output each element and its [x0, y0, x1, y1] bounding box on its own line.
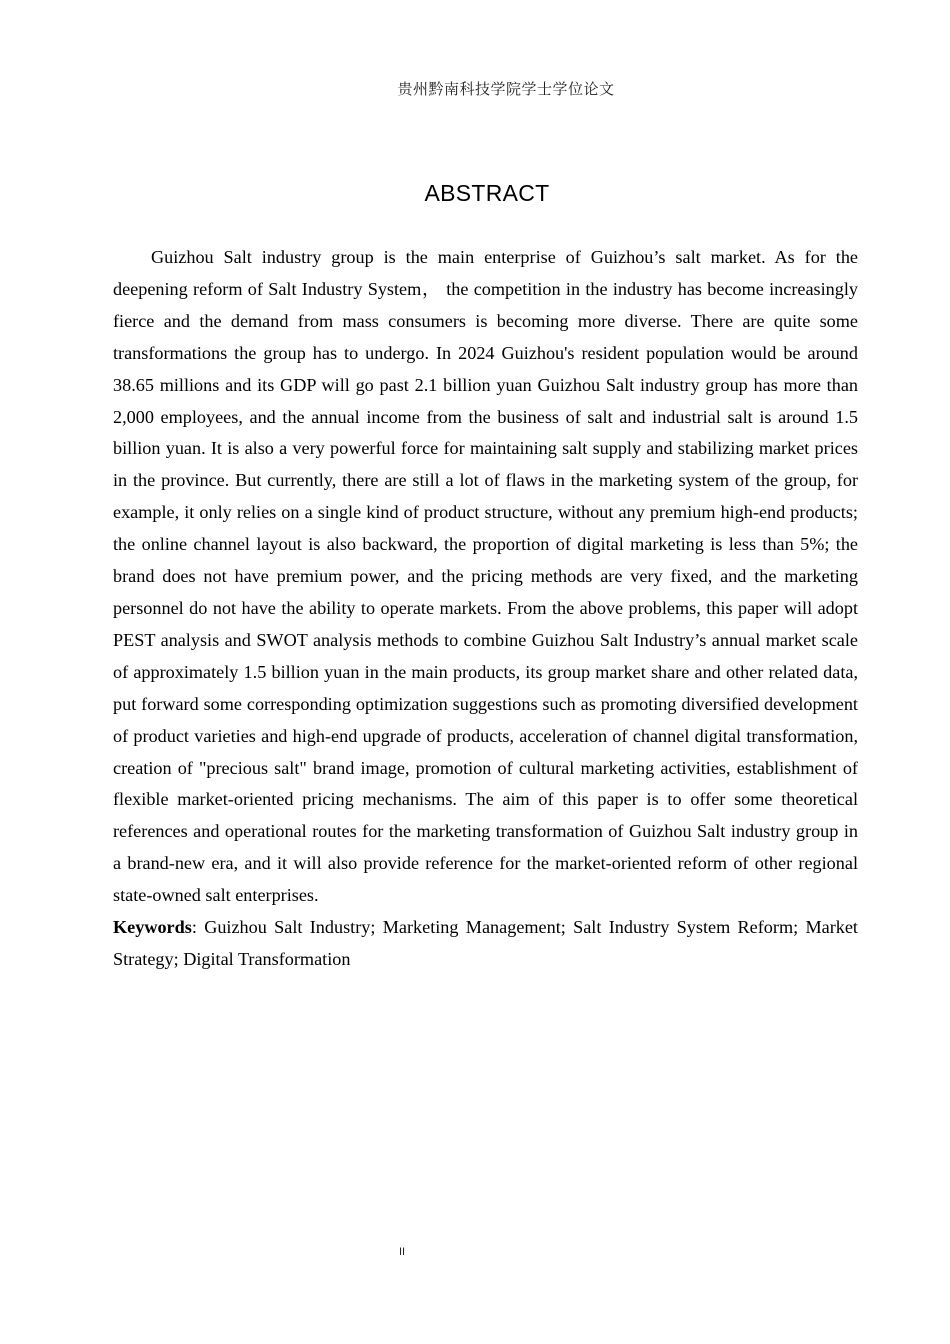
keywords-line	[113, 912, 858, 976]
keywords-separator: :	[191, 917, 205, 938]
page-number: II	[399, 1246, 406, 1258]
abstract-body	[113, 242, 858, 976]
page-title: ABSTRACT	[424, 180, 550, 206]
abstract-paragraph: Guizhou Salt industry group is the main enterprise of Guizhou’s salt market. As for the deepening reform of Salt Industry System， the competition in the industry has become increasingly fierce and the demand from mass consumers is becoming more diverse. There are quite some transformations the group has to undergo. In 2024 Guizhou's resident population would be around 38.65 millions and its GDP will go past 2.1 billion yuan Guizhou Salt industry group has more than 2,000 employees, and the annual income from the business of salt and industrial salt is around 1.5 billion yuan. It is also a very powerful force for maintaining salt supply and stabilizing market prices in the province. But currently, there are still a lot of flaws in the marketing system of the group, for example, it only relies on a single kind of product structure, without any premium high-end products; the online channel layout is also backward, the proportion of digital marketing is less than 5%; the brand does not have premium power, and the pricing methods are very fixed, and the marketing personnel do not have the ability to operate markets. From the above problems, this paper will adopt PEST analysis and SWOT analysis methods to combine Guizhou Salt Industry’s annual market scale of approximately 1.5 billion yuan in the main products, its group market share and other related data, put forward some corresponding optimization suggestions such as promoting diversified development of product varieties and high-end upgrade of products, acceleration of channel digital transformation, creation of "precious salt" brand image, promotion of cultural marketing activities, establishment of flexible market-oriented pricing mechanisms. The aim of this paper is to offer some theoretical references and operational routes for the marketing transformation of Guizhou Salt industry group in a brand-new era, and it will also provide reference for the market-oriented reform of other regional state-owned salt enterprises.	[113, 247, 858, 906]
keywords-label: Keywords	[113, 917, 192, 938]
keywords-text: Guizhou Salt Industry; Marketing Management; Salt Industry System Reform; Market Strategy; Digital Transformation	[113, 917, 858, 969]
running-header: 贵州黔南科技学院学士学位论文	[397, 80, 615, 98]
